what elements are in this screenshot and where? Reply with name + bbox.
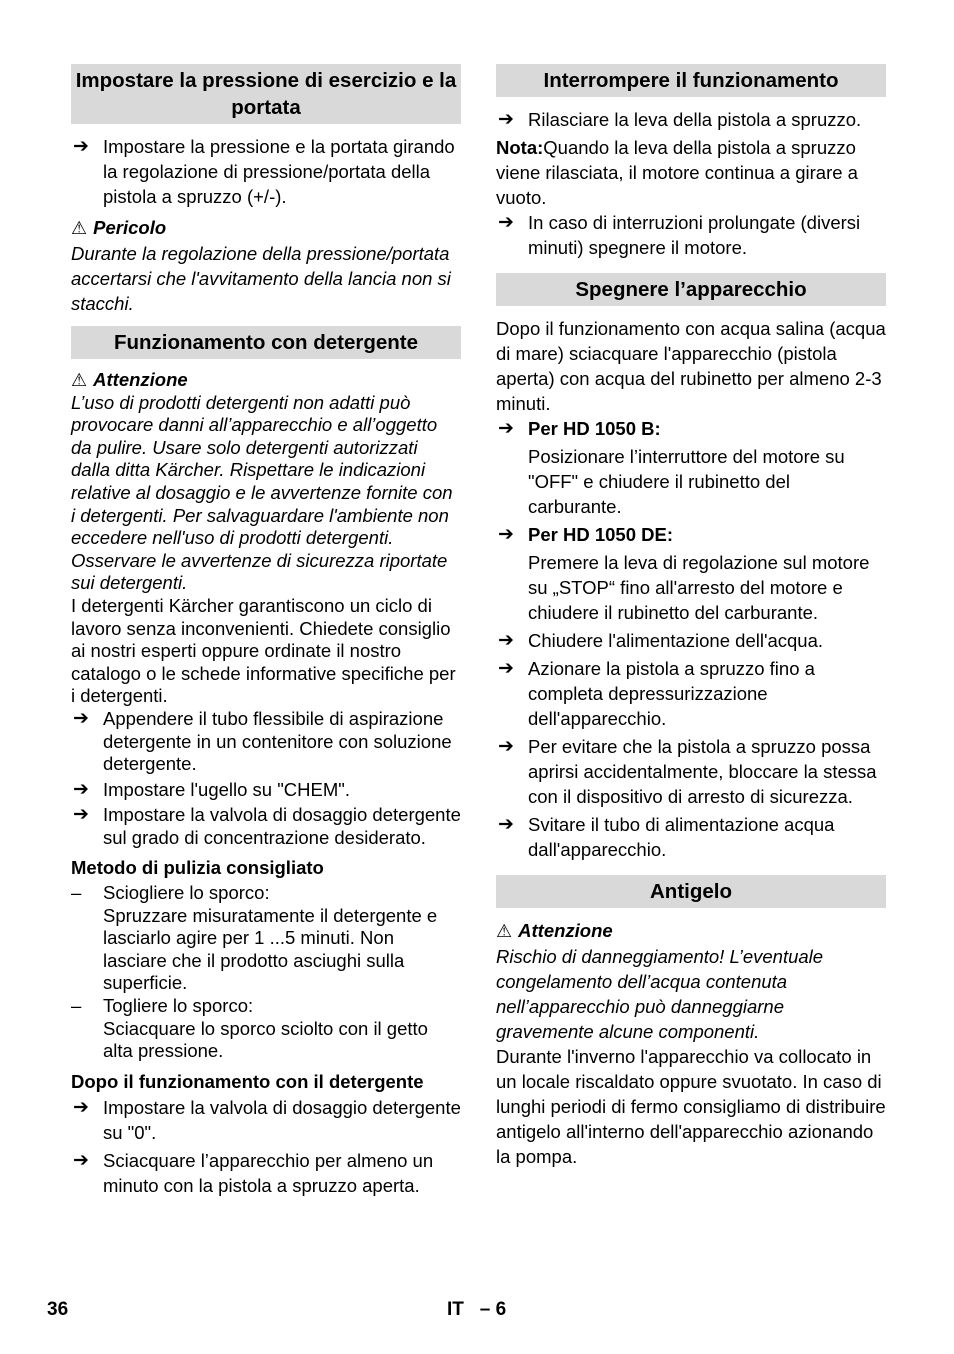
- arrow-right-icon: ➔: [73, 707, 89, 729]
- arrow-right-icon: ➔: [498, 630, 514, 651]
- attention-heading: ⚠ Attenzione: [496, 920, 613, 941]
- step-item: ➔ Chiudere l'alimentazione dell'acqua.: [498, 630, 824, 651]
- step-item: ➔ Rilasciare la leva della pistola a spruzzo.: [498, 109, 862, 130]
- step-item: ➔ Sciacquare l’apparecchio per almeno un minuto con la pistola a spruzzo aperta.: [73, 1150, 434, 1197]
- footer-language-page: IT – 6: [447, 1299, 507, 1320]
- danger-text: Durante la regolazione della pressione/portata accertarsi che l'avvitamento della lancia non si stacchi.: [71, 243, 451, 314]
- step-item: ➔ In caso di interruzioni prolungate (diversi minuti) spegnere il motore.: [498, 212, 861, 258]
- arrow-right-icon: ➔: [498, 109, 514, 130]
- antifreeze-paragraph: Durante l'inverno l'apparecchio va collocato in un locale riscaldato oppure svuotato. In caso di lunghi periodi di fermo consigliamo di distribuire antigelo all'interno dell'apparecchio azionando la pompa.: [496, 1046, 886, 1167]
- attention-text: Rischio di danneggiamento! L’eventuale congelamento dell’acqua contenuta nell’apparecchio può danneggiarne gravemente alcune componenti.: [496, 946, 824, 1042]
- left-column: [71, 64, 461, 1201]
- arrow-right-icon: ➔: [498, 212, 514, 233]
- dash-bullet: –: [71, 995, 82, 1017]
- section-heading-shutdown: Spegnere l’apparecchio: [496, 273, 886, 306]
- attention-text: L’uso di prodotti detergenti non adatti può provocare danni all’apparecchio e all’oggetto da pulire. Usare solo detergenti autorizzati dalla ditta Kärcher. Rispettare le indicazioni relative al dosaggio e le avvertenze fornite con i detergenti. Per salvaguardare l'ambiente non eccedere nell'uso di prodotti detergenti.: [71, 391, 453, 549]
- note-paragraph: Nota:Quando la leva della pistola a spruzzo viene rilasciata, il motore continua a girare a vuoto.: [496, 137, 858, 208]
- arrow-right-icon: ➔: [498, 814, 514, 835]
- subheading-after: Dopo il funzionamento con il detergente: [71, 1070, 424, 1092]
- section-heading-detergent: Funzionamento con detergente: [71, 326, 461, 359]
- arrow-right-icon: ➔: [73, 1150, 89, 1172]
- list-item-detail: Spruzzare misuratamente il detergente e lasciarlo agire per 1 ...5 minuti. Non lasciare che il prodotto asciughi sulla superficie.: [103, 904, 438, 994]
- model-instruction: Posizionare l’interruttore del motore su "OFF" e chiudere il rubinetto del carburante.: [528, 446, 845, 517]
- attention-heading: ⚠ Attenzione: [71, 369, 188, 390]
- step-item: ➔ Azionare la pistola a spruzzo fino a completa depressurizzazione dell'apparecchio.: [498, 658, 815, 729]
- dash-bullet: –: [71, 882, 82, 904]
- step-item: ➔ Per HD 1050 DE:: [498, 524, 673, 545]
- page-number: 36: [47, 1299, 69, 1320]
- attention-text: Osservare le avvertenze di sicurezza riportate sui detergenti.: [71, 549, 448, 594]
- arrow-right-icon: ➔: [498, 658, 514, 679]
- warning-triangle-icon: ⚠: [71, 370, 88, 390]
- subheading-method: Metodo di pulizia consigliato: [71, 857, 324, 879]
- danger-heading: ⚠ Pericolo: [71, 217, 167, 238]
- arrow-right-icon: ➔: [73, 804, 89, 826]
- shutdown-paragraph: Dopo il funzionamento con acqua salina (acqua di mare) sciacquare l'apparecchio (pistola aperta) con acqua del rubinetto per almeno 2-3 minuti.: [496, 318, 886, 414]
- step-item: ➔ Impostare la pressione e la portata girando la regolazione di pressione/portata della pistola a spruzzo (+/-).: [73, 136, 455, 207]
- step-item: ➔ Appendere il tubo flessibile di aspirazione detergente in un contenitore con soluzione detergente.: [73, 707, 452, 775]
- section-heading-pressure: Impostare la pressione di esercizio e la portata: [71, 64, 461, 124]
- detergent-paragraph: I detergenti Kärcher garantiscono un ciclo di lavoro senza inconvenienti. Chiedete consiglio ai nostri esperti oppure ordinate il nostro catalogo o le schede informative specifiche per i detergenti.: [71, 594, 456, 707]
- arrow-right-icon: ➔: [498, 524, 514, 545]
- arrow-right-icon: ➔: [73, 778, 89, 800]
- step-item: ➔ Impostare la valvola di dosaggio detergente su "0".: [73, 1097, 461, 1144]
- step-item: ➔ Per evitare che la pistola a spruzzo possa aprirsi accidentalmente, bloccare la stessa con il dispositivo di arresto di sicurezza.: [498, 736, 877, 807]
- list-item: – Togliere lo sporco:: [71, 995, 254, 1017]
- warning-triangle-icon: ⚠: [71, 218, 88, 238]
- section-heading-antifreeze: Antigelo: [496, 875, 886, 908]
- arrow-right-icon: ➔: [73, 136, 89, 157]
- arrow-right-icon: ➔: [498, 736, 514, 757]
- list-item-detail: Sciacquare lo sporco sciolto con il getto alta pressione.: [103, 1017, 428, 1062]
- section-heading-stop: Interrompere il funzionamento: [496, 64, 886, 97]
- list-item: – Sciogliere lo sporco:: [71, 882, 270, 904]
- model-instruction: Premere la leva di regolazione sul motore su „STOP“ fino all'arresto del motore e chiudere il rubinetto del carburante.: [528, 552, 870, 623]
- arrow-right-icon: ➔: [498, 418, 514, 439]
- warning-triangle-icon: ⚠: [496, 921, 513, 941]
- arrow-right-icon: ➔: [73, 1097, 89, 1119]
- step-item: ➔ Impostare l'ugello su "CHEM".: [73, 778, 350, 800]
- step-item: ➔ Impostare la valvola di dosaggio detergente sul grado di concentrazione desiderato.: [73, 804, 461, 848]
- right-column: [496, 64, 886, 1169]
- step-item: ➔ Per HD 1050 B:: [498, 418, 661, 439]
- step-item: ➔ Svitare il tubo di alimentazione acqua dall'apparecchio.: [498, 814, 835, 860]
